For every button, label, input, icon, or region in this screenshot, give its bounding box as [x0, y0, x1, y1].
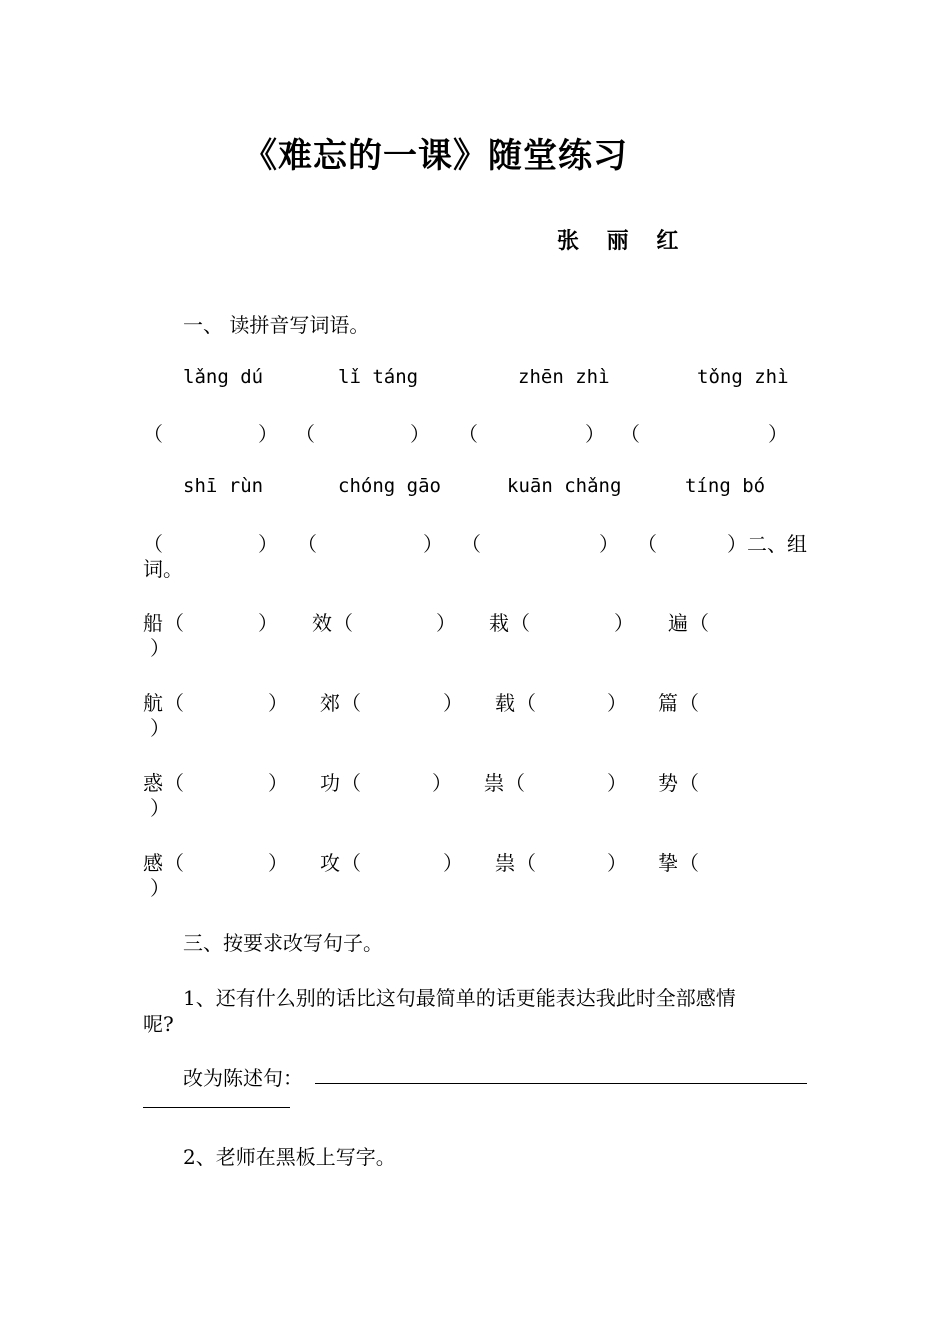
group-char-1-2: 效: [312, 611, 332, 635]
group-char-4-4: 挚: [658, 851, 678, 875]
group-blank-3-3-open[interactable]: （: [505, 771, 525, 795]
answer-blank-2-1-close: ）: [258, 532, 278, 556]
group-blank-3-1-open[interactable]: （: [164, 771, 184, 795]
pinyin-2-3: kuān chǎng: [507, 475, 622, 497]
answer-blank-1-4-close: ）: [768, 422, 788, 446]
group-blank-3-4-close: ）: [150, 796, 170, 820]
group-blank-1-3-open[interactable]: （: [510, 611, 530, 635]
group-char-1-3: 栽: [489, 611, 509, 635]
group-blank-2-4-open[interactable]: （: [679, 691, 699, 715]
group-char-1-1: 船: [143, 611, 163, 635]
pinyin-1-1: lǎng dú: [183, 366, 264, 388]
group-blank-3-4-open[interactable]: （: [679, 771, 699, 795]
group-char-3-1: 惑: [143, 771, 163, 795]
group-blank-2-4-close: ）: [150, 716, 170, 740]
question-1-line-1: 1、还有什么别的话比这句最简单的话更能表达我此时全部感情: [183, 986, 736, 1010]
answer-blank-1-2-close: ）: [410, 422, 430, 446]
group-blank-1-1-close: ）: [258, 611, 278, 635]
answer-blank-1-3-close: ）: [585, 422, 605, 446]
group-blank-4-4-open[interactable]: （: [679, 851, 699, 875]
group-char-3-4: 势: [658, 771, 678, 795]
pinyin-2-1: shī rùn: [183, 475, 264, 497]
group-blank-2-2-open[interactable]: （: [341, 691, 361, 715]
answer-blank-2-2-close: ）: [423, 532, 443, 556]
group-blank-4-4-close: ）: [150, 876, 170, 900]
answer-blank-1-3-open[interactable]: （: [458, 422, 478, 446]
group-blank-4-3-open[interactable]: （: [516, 851, 536, 875]
group-char-3-3: 祟: [484, 771, 504, 795]
section-1-heading: 一、 读拼音写词语。: [183, 313, 370, 337]
group-blank-1-1-open[interactable]: （: [164, 611, 184, 635]
pinyin-1-4: tǒng zhì: [697, 366, 789, 388]
group-blank-1-2-open[interactable]: （: [333, 611, 353, 635]
group-char-4-2: 攻: [320, 851, 340, 875]
group-blank-2-3-open[interactable]: （: [516, 691, 536, 715]
pinyin-1-3: zhēn zhì: [518, 366, 610, 388]
group-char-2-1: 航: [143, 691, 163, 715]
group-blank-3-2-close: ）: [432, 771, 452, 795]
answer-blank-1-2-open[interactable]: （: [295, 422, 315, 446]
group-blank-3-3-close: ）: [607, 771, 627, 795]
question-2: 2、老师在黑板上写字。: [183, 1145, 396, 1169]
group-char-3-2: 功: [320, 771, 340, 795]
answer-blank-2-1-open[interactable]: （: [143, 532, 163, 556]
answer-blank-1-4-open[interactable]: （: [620, 422, 640, 446]
answer-blank-1-1-open[interactable]: （: [143, 422, 163, 446]
section-3-heading: 三、按要求改写句子。: [183, 931, 383, 955]
answer-blank-2-4-close: ）: [727, 532, 747, 556]
group-blank-4-2-open[interactable]: （: [341, 851, 361, 875]
group-blank-1-4-open[interactable]: （: [689, 611, 709, 635]
group-char-1-4: 遍: [668, 611, 688, 635]
group-blank-2-2-close: ）: [443, 691, 463, 715]
page-title: 《难忘的一课》随堂练习: [243, 136, 628, 176]
question-1-line-2: 呢?: [143, 1012, 174, 1036]
question-1-prompt: 改为陈述句：: [183, 1066, 303, 1090]
group-blank-4-3-close: ）: [607, 851, 627, 875]
answer-line-1[interactable]: [315, 1083, 807, 1084]
group-blank-1-2-close: ）: [436, 611, 456, 635]
section-2-heading: 二、组: [747, 532, 807, 556]
answer-line-1-cont[interactable]: [143, 1107, 290, 1108]
answer-blank-2-2-open[interactable]: （: [297, 532, 317, 556]
group-blank-2-1-close: ）: [268, 691, 288, 715]
pinyin-1-2: lǐ táng: [338, 366, 419, 388]
group-blank-4-2-close: ）: [443, 851, 463, 875]
answer-blank-2-4-open[interactable]: （: [637, 532, 657, 556]
group-blank-2-1-open[interactable]: （: [164, 691, 184, 715]
answer-blank-2-3-open[interactable]: （: [461, 532, 481, 556]
group-blank-3-1-close: ）: [268, 771, 288, 795]
group-char-2-2: 郊: [320, 691, 340, 715]
answer-blank-1-1-close: ）: [258, 422, 278, 446]
group-char-2-4: 篇: [658, 691, 678, 715]
group-char-2-3: 载: [495, 691, 515, 715]
group-blank-2-3-close: ）: [607, 691, 627, 715]
pinyin-2-4: tíng bó: [685, 475, 766, 497]
author-name: 张 丽 红: [557, 228, 689, 254]
group-blank-4-1-open[interactable]: （: [164, 851, 184, 875]
answer-blank-2-3-close: ）: [599, 532, 619, 556]
group-char-4-1: 感: [143, 851, 163, 875]
group-blank-3-2-open[interactable]: （: [341, 771, 361, 795]
group-char-4-3: 祟: [495, 851, 515, 875]
group-blank-1-3-close: ）: [614, 611, 634, 635]
group-blank-4-1-close: ）: [268, 851, 288, 875]
pinyin-2-2: chóng gāo: [338, 475, 441, 497]
group-blank-1-4-close: ）: [150, 636, 170, 660]
section-2-heading-cont: 词。: [143, 557, 183, 581]
